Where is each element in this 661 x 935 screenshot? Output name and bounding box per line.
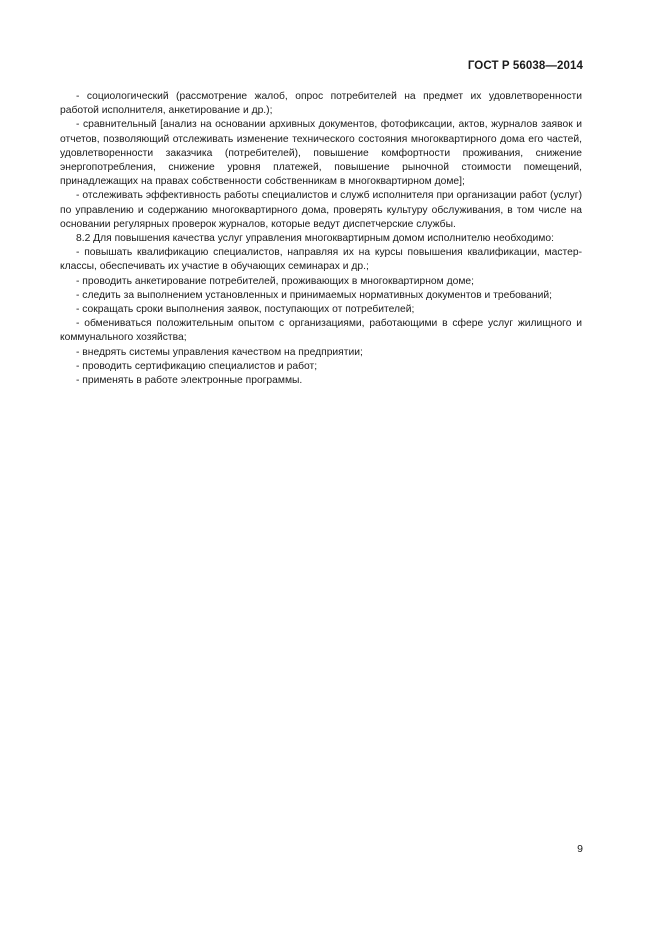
paragraph-section-8-2: 8.2 Для повышения качества услуг управления многоквартирным домом исполнителю необходимо: [76, 233, 554, 245]
list-item: - повышать квалификацию специалистов, направляя их на курсы повышения квалификации, мастер-классы, обеспечивать их участие в обучающих семинарах и др.; [60, 247, 582, 273]
list-item: - проводить анкетирование потребителей, проживающих в многоквартирном доме; [76, 275, 474, 287]
paragraph-sociological: - социологический (рассмотрение жалоб, опрос потребителей на предмет их удовлетворенности работой исполнителя, анкетирование и др.); [60, 91, 582, 117]
document-body [60, 90, 582, 388]
document-code: ГОСТ Р 56038—2014 [467, 60, 583, 72]
list-item: - обмениваться положительным опытом с организациями, работающими в сфере услуг жилищного и коммунального хозяйства; [60, 318, 582, 344]
paragraph-comparative: - сравнительный [анализ на основании архивных документов, фотофиксации, актов, журналов заявок и отчетов, позволяющий отслеживать изменение технического состояния многоквартирного дома его частей, удовлетворенности заказчика (потребителей), повышение комфортности проживания, снижение энергопотребления, снижение уровня платежей, повышение рыночной стоимости помещений, принадлежащих на правах собственности собственникам в многоквартирном доме]; [60, 119, 582, 188]
list-item: - следить за выполнением установленных и принимаемых нормативных документов и требований; [76, 289, 552, 301]
list-item: - проводить сертификацию специалистов и работ; [76, 360, 318, 372]
list-item: - внедрять системы управления качеством на предприятии; [76, 346, 363, 358]
paragraph-monitor-efficiency: - отслеживать эффективность работы специалистов и служб исполнителя при организации работ (услуг) по управлению и содержанию многоквартирного дома, проверять культуру обслуживания, в том числе на основании регулярных проверок журналов, которые ведут диспетчерские службы. [60, 190, 582, 230]
list-item: - сокращать сроки выполнения заявок, поступающих от потребителей; [76, 304, 415, 316]
list-item: - применять в работе электронные программы. [76, 375, 303, 387]
page-number: 9 [577, 843, 583, 855]
